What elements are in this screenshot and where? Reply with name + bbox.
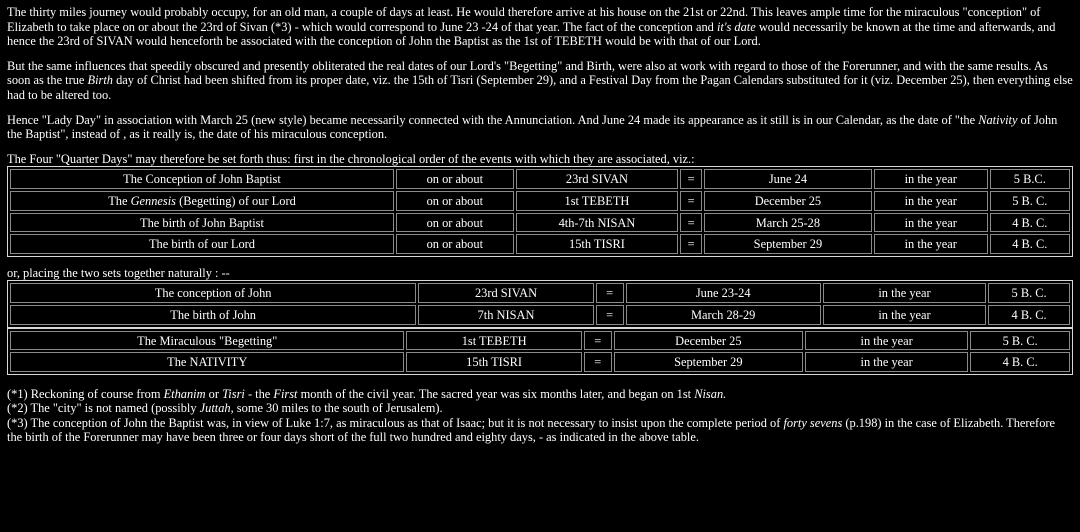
equals-cell: = (584, 352, 612, 372)
year-cell: 5 B. C. (990, 191, 1070, 211)
equals-cell: = (584, 331, 612, 351)
year-cell: 5 B. C. (970, 331, 1070, 351)
year-phrase-cell: in the year (874, 191, 988, 211)
year-cell: 4 B. C. (990, 234, 1070, 254)
relation-cell: on or about (396, 169, 514, 189)
hebrew-date-cell: 1st TEBETH (516, 191, 679, 211)
year-cell: 5 B. C. (988, 283, 1070, 303)
julian-date-cell: March 25-28 (704, 213, 872, 233)
paragraph-journey: The thirty miles journey would probably occupy, for an old man, a couple of days at least. He would therefore arrive at his house on the 21st or 22nd. This leaves ample time for the miraculous "conception" of Elizabeth to take place on or about the 23rd of Sivan (*3) - which would correspond to June 23 -24 of that year. The fact of the conception and it's date would necessarily be known at the time and afterwards, and hence the 23rd of SIVAN would henceforth be associated with the conception of John the Baptist as the 1st of TEBETH would be with that of our Lord. (7, 5, 1056, 49)
footnote-3: (*3) The conception of John the Baptist was, in view of Luke 1:7, as miraculous as that of Isaac; but it is not necessary to insist upon the complete period of forty sevens (p.198) in the case of Elizabeth. Therefore the birth of the Forerunner may have been three or four days short of the full two hundred and eighty days, - as indicated in the above table. (7, 415, 1056, 445)
table-row (10, 305, 1070, 325)
table-row (10, 234, 1070, 254)
year-cell: 5 B.C. (990, 169, 1070, 189)
year-phrase-cell: in the year (874, 213, 988, 233)
relation-cell: on or about (396, 234, 514, 254)
hebrew-date-cell: 23rd SIVAN (418, 283, 593, 303)
hebrew-date-cell: 15th TISRI (516, 234, 679, 254)
document-page (7, 5, 1073, 445)
julian-date-cell: June 23-24 (626, 283, 821, 303)
table-row (10, 213, 1070, 233)
emphasis-birth: Birth (87, 73, 114, 88)
event-cell: The birth of our Lord (10, 234, 394, 254)
equals-cell: = (596, 283, 624, 303)
emphasis-nativity: Nativity (978, 112, 1018, 127)
year-phrase-cell: in the year (823, 305, 986, 325)
table-row (10, 331, 1070, 351)
year-phrase-cell: in the year (874, 169, 988, 189)
relation-cell: on or about (396, 213, 514, 233)
footnote-2: (*2) The "city" is not named (possibly Juttah, some 30 miles to the south of Jerusalem). (7, 401, 443, 416)
hebrew-date-cell: 15th TISRI (406, 352, 581, 372)
table-row (10, 352, 1070, 372)
year-cell: 4 B. C. (988, 305, 1070, 325)
year-phrase-cell: in the year (805, 352, 968, 372)
hebrew-date-cell: 1st TEBETH (406, 331, 581, 351)
equals-cell: = (680, 169, 702, 189)
equals-cell: = (680, 213, 702, 233)
lord-table (7, 328, 1073, 375)
table-row (10, 169, 1070, 189)
equals-cell: = (680, 234, 702, 254)
hebrew-date-cell: 4th-7th NISAN (516, 213, 679, 233)
event-cell: The Conception of John Baptist (10, 169, 394, 189)
paragraph-quarter-days: The Four "Quarter Days" may therefore be set forth thus: first in the chronological order of the events with which they are associated, viz.: (7, 151, 695, 166)
event-cell: The birth of John Baptist (10, 213, 394, 233)
footnote-1: (*1) Reckoning of course from Ethanim or Tisri - the First month of the civil year. The sacred year was six months later, and began on 1st Nisan. (7, 386, 727, 401)
relation-cell: on or about (396, 191, 514, 211)
year-phrase-cell: in the year (823, 283, 986, 303)
event-cell: The Gennesis (Begetting) of our Lord (10, 191, 394, 211)
equals-cell: = (680, 191, 702, 211)
hebrew-date-cell: 7th NISAN (418, 305, 593, 325)
quarter-days-table (7, 166, 1073, 256)
year-cell: 4 B. C. (970, 352, 1070, 372)
footnotes (7, 387, 1073, 445)
julian-date-cell: December 25 (614, 331, 803, 351)
event-cell: The conception of John (10, 283, 416, 303)
julian-date-cell: March 28-29 (626, 305, 821, 325)
paragraph-lady-day: Hence "Lady Day" in association with March 25 (new style) became necessarily connected with the Annunciation. And June 24 made its appearance as it still is in our Calendar, as the date of "the Nativity of John the Baptist", instead of , as it really is, the date of his miraculous conception. (7, 112, 1058, 142)
year-phrase-cell: in the year (805, 331, 968, 351)
table-row (10, 191, 1070, 211)
emphasis-its-date: it's date (716, 19, 756, 34)
table-row (10, 283, 1070, 303)
julian-date-cell: September 29 (614, 352, 803, 372)
julian-date-cell: September 29 (704, 234, 872, 254)
event-cell: The NATIVITY (10, 352, 404, 372)
placing-text: or, placing the two sets together naturally : -- (7, 265, 230, 280)
equals-cell: = (596, 305, 624, 325)
year-phrase-cell: in the year (874, 234, 988, 254)
event-cell: The Miraculous "Begetting" (10, 331, 404, 351)
event-cell: The birth of John (10, 305, 416, 325)
year-cell: 4 B. C. (990, 213, 1070, 233)
paragraph-influences: But the same influences that speedily obscured and presently obliterated the real dates of our Lord's "Begetting" and Birth, were also at work with regard to those of the Forerunner, and with the same results. As soon as the true Birth day of Christ had been shifted from its proper date, viz. the 15th of Tisri (September 29), and a Festival Day from the Pagan Calendars substituted for it (viz. December 25), then everything else had to be altered too. (7, 58, 1073, 102)
hebrew-date-cell: 23rd SIVAN (516, 169, 679, 189)
julian-date-cell: June 24 (704, 169, 872, 189)
john-table (7, 280, 1073, 327)
julian-date-cell: December 25 (704, 191, 872, 211)
